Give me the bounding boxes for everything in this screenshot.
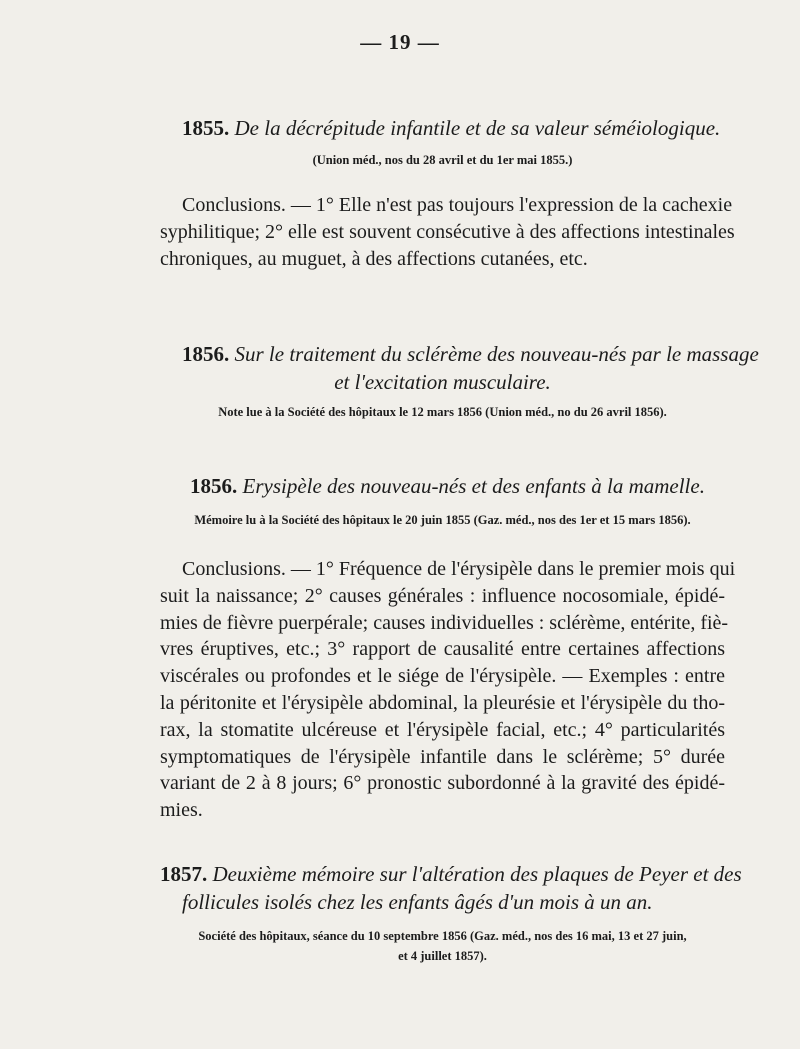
entry-year: 1856.	[190, 474, 238, 498]
entry-conclusions	[160, 556, 736, 824]
entry-title-cont: et l'excitation musculaire.	[334, 370, 551, 394]
body-line: chroniques, au muguet, à des affections cutanées, etc.	[160, 247, 588, 270]
body-line: Conclusions. — 1° Fréquence de l'érysipèle dans le premier mois qui	[182, 558, 736, 580]
body-line: vres éruptives, etc.; 3° rapport de causalité entre certaines affections	[160, 638, 725, 661]
body-line: mies de fièvre puerpérale; causes individuelles : sclérème, entérite, fiè-	[160, 611, 729, 634]
body-line: variant de 2 à 8 jours; 6° pronostic subordonné à la gravité des épidé-	[160, 772, 725, 795]
entry-1857	[160, 860, 742, 966]
page-number: — 19 —	[360, 30, 440, 54]
body-line: suit la naissance; 2° causes générales : influence nocosomiale, épidé-	[160, 584, 725, 607]
entry-1856-erysipele	[160, 472, 736, 824]
entry-heading	[160, 860, 742, 916]
entry-title: Sur le traitement du sclérème des nouveau-nés par le massage	[234, 342, 759, 366]
entry-title-cont: follicules isolés chez les enfants âgés d'un mois à un an.	[182, 890, 653, 914]
entry-heading	[160, 340, 759, 396]
entry-source: (Union méd., nos du 28 avril et du 1er mai 1855.)	[312, 153, 573, 167]
entry-year: 1856.	[182, 342, 230, 366]
body-line: rax, la stomatite ulcéreuse et l'érysipèle facial, etc.; 4° particularités	[160, 718, 725, 741]
entry-year: 1857.	[160, 862, 208, 886]
entry-year: 1855.	[182, 116, 230, 140]
entry-title: Erysipèle des nouveau-nés et des enfants à la mamelle.	[242, 474, 705, 498]
entry-heading	[160, 472, 725, 500]
source-line: Société des hôpitaux, séance du 10 septembre 1856 (Gaz. méd., nos des 16 mai, 13 et 27 juin,	[198, 929, 687, 943]
entry-source: Note lue à la Société des hôpitaux le 12 mars 1856 (Union méd., no du 26 avril 1856).	[218, 405, 667, 419]
body-line: syphilitique; 2° elle est souvent consécutive à des affections intestinales	[160, 220, 735, 243]
entry-conclusions	[160, 192, 735, 272]
body-line: la péritonite et l'érysipèle abdominal, la pleurésie et l'érysipèle du tho-	[160, 691, 725, 714]
entry-title: De la décrépitude infantile et de sa valeur séméiologique.	[234, 116, 721, 140]
entry-source	[160, 926, 725, 966]
entry-1855	[160, 114, 735, 272]
body-line: viscérales ou profondes et le siége de l'érysipèle. — Exemples : entre	[160, 665, 725, 688]
entry-source: Mémoire lu à la Société des hôpitaux le 20 juin 1855 (Gaz. méd., nos des 1er et 15 mars 1856).	[194, 513, 691, 527]
source-line: et 4 juillet 1857).	[398, 949, 487, 963]
body-line: mies.	[160, 799, 203, 822]
body-line: Conclusions. — 1° Elle n'est pas toujours l'expression de la cachexie	[182, 194, 733, 216]
entry-title: Deuxième mémoire sur l'altération des plaques de Peyer et des	[212, 862, 742, 886]
entry-heading	[160, 114, 725, 142]
entry-1856-sclereme	[160, 340, 759, 422]
body-line: symptomatiques de l'érysipèle infantile dans le sclérème; 5° durée	[160, 745, 725, 768]
